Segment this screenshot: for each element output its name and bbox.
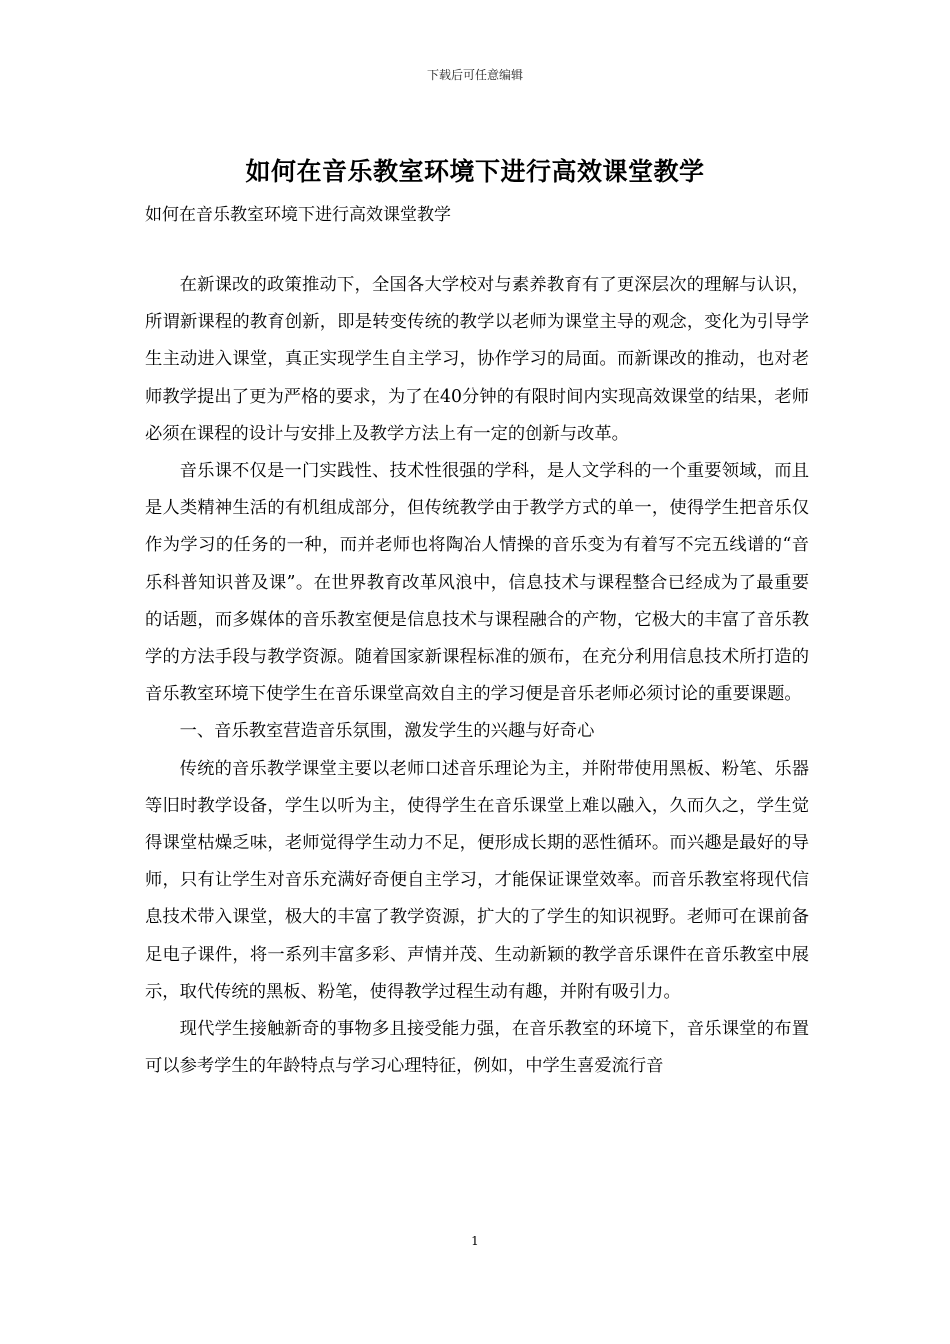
header-note: 下载后可任意编辑 [426,68,523,82]
paragraph-3: 传统的音乐教学课堂主要以老师口述音乐理论为主，并附带使用黑板、粉笔、乐器等旧时教学设备，学生以听为主，使得学生在音乐课堂上难以融入，久而久之，学生觉得课堂枯燥乏味，老师觉得学生动力不足，便形成长期的恶性循环。而兴趣是最好的导师，只有让学生对音乐充满好奇便自主学习，才能保证课堂效率。而音乐教室将现代信息技术带入课堂，极大的丰富了教学资源，扩大的了学生的知识视野。老师可在课前备足电子课件，将一系列丰富多彩、声情并茂、生动新颖的教学音乐课件在音乐教室中展示，取代传统的黑板、粉笔，使得教学过程生动有趣，并附有吸引力。 [145,758,809,1002]
paragraph-2: 音乐课不仅是一门实践性、技术性很强的学科，是人文学科的一个重要领域，而且是人类精神生活的有机组成部分，但传统教学由于教学方式的单一，使得学生把音乐仅作为学习的任务的一种，而并老师也将陶冶人情操的音乐变为有着写不完五线谱的“音乐科普知识普及课”。在世界教育改革风浪中，信息技术与课程整合已经成为了最重要的话题，而多媒体的音乐教室便是信息技术与课程融合的产物，它极大的丰富了音乐教学的方法手段与教学资源。随着国家新课程标准的颁布，在充分利用信息技术所打造的音乐教室环境下使学生在音乐课堂高效自主的学习便是音乐老师必须讨论的重要课题。 [145,461,809,705]
paragraph-4: 现代学生接触新奇的事物多且接受能力强，在音乐教室的环境下，音乐课堂的布置可以参考学生的年龄特点与学习心理特征，例如，中学生喜爱流行音 [145,1019,809,1077]
document-body [145,267,809,1085]
paragraph-1: 在新课改的政策推动下，全国各大学校对与素养教育有了更深层次的理解与认识，所谓新课程的教育创新，即是转变传统的教学以老师为课堂主导的观念，变化为引导学生主动进入课堂，真正实现学生自主学习，协作学习的局面。而新课改的推动，也对老师教学提出了更为严格的要求，为了在40分钟的有限时间内实现高效课堂的结果，老师必须在课程的设计与安排上及教学方法上有一定的创新与改革。 [145,275,809,444]
document-title: 如何在音乐教室环境下进行高效课堂教学 [245,157,705,186]
document-subtitle: 如何在音乐教室环境下进行高效课堂教学 [145,205,451,225]
page-number: 1 [471,1234,479,1248]
section-heading-1: 一、音乐教室营造音乐氛围，激发学生的兴趣与好奇心 [179,721,595,742]
